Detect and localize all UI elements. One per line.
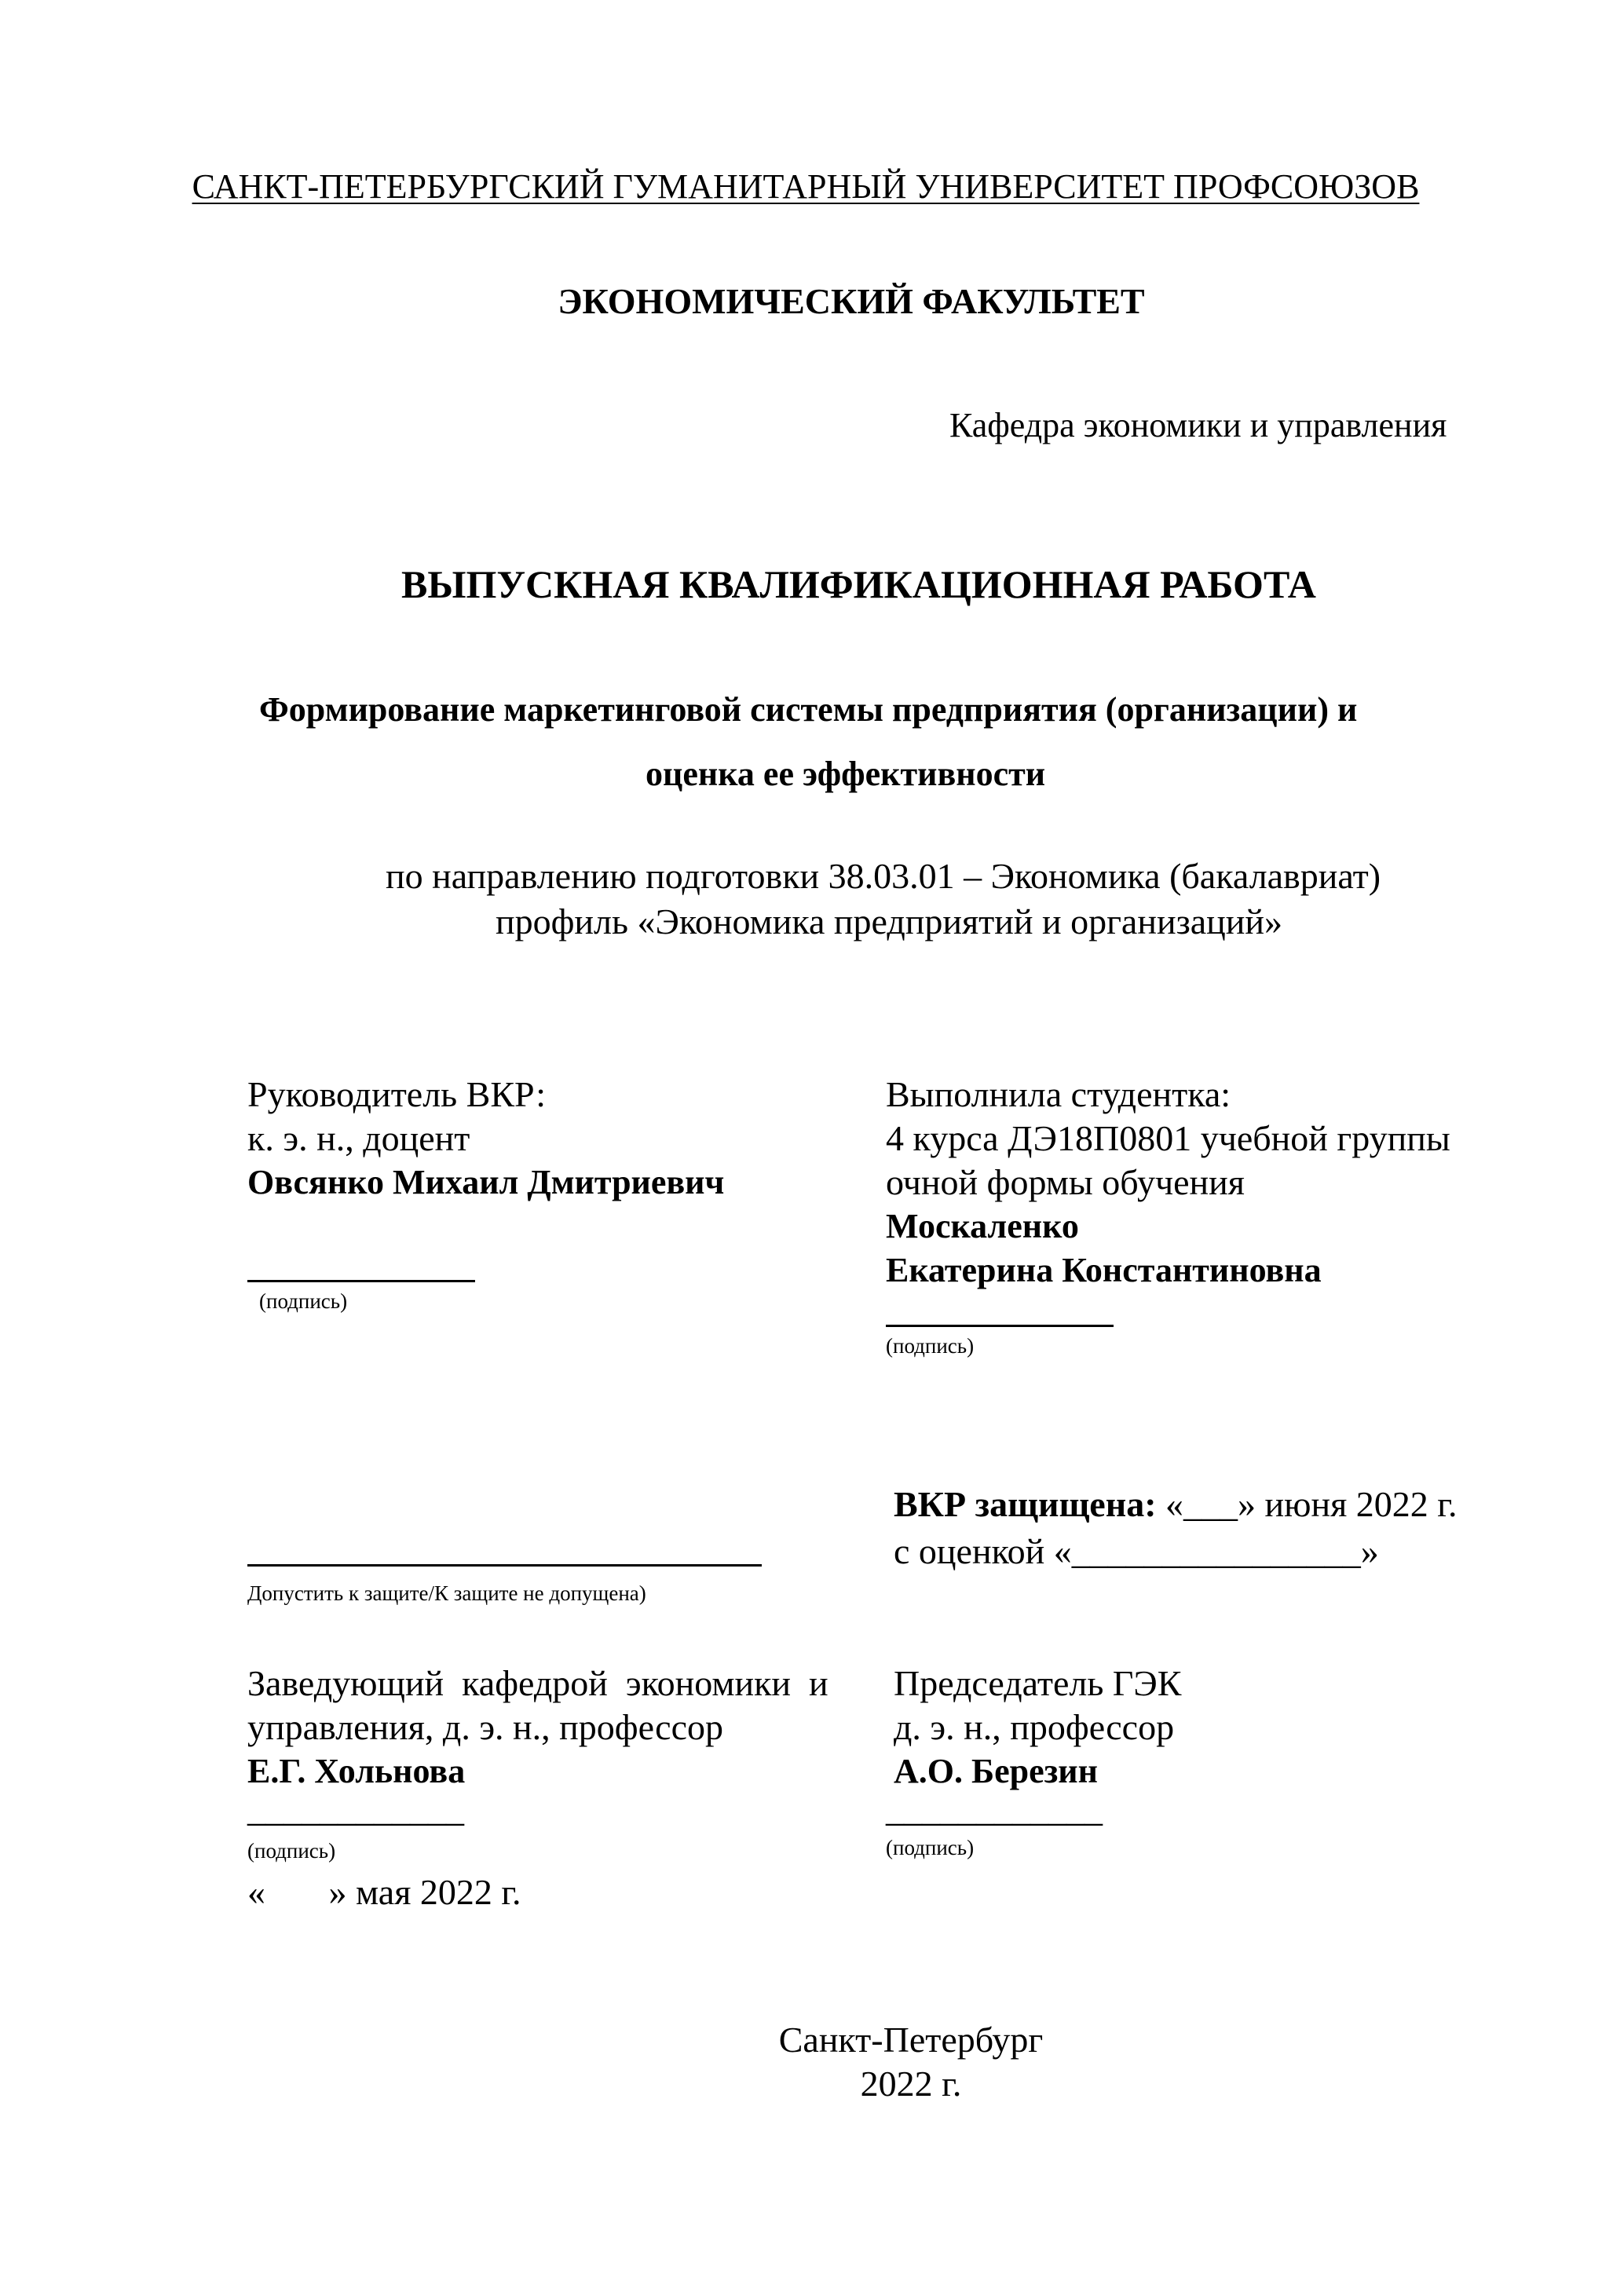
student-study-form: очной формы обучения: [886, 1162, 1245, 1202]
chairman-name: А.О. Березин: [894, 1752, 1099, 1790]
defense-label: ВКР защищена:: [894, 1484, 1157, 1524]
chairman-signature-label: (подпись): [886, 1836, 975, 1859]
study-profile: профиль «Экономика предприятий и организаций»: [496, 901, 1283, 941]
head-signature-label: (подпись): [247, 1839, 336, 1863]
supervisor-signature-line: [247, 1280, 475, 1282]
work-type: ВЫПУСКНАЯ КВАЛИФИКАЦИОННАЯ РАБОТА: [401, 562, 1316, 606]
work-title-line2: оценка ее эффективности: [646, 755, 1046, 793]
footer-year: 2022 г.: [860, 2064, 962, 2104]
supervisor-signature-label: (подпись): [259, 1289, 348, 1313]
study-direction: по направлению подготовки 38.03.01 – Экономика (бакалавриат): [386, 856, 1381, 896]
head-name: Е.Г. Хольнова: [247, 1752, 466, 1790]
head-signature-line: ____________: [247, 1789, 464, 1829]
head-role-line1: Заведующий кафедрой экономики и: [247, 1663, 828, 1703]
head-role-line2: управления, д. э. н., профессор: [247, 1707, 723, 1747]
student-signature-label: (подпись): [886, 1334, 975, 1358]
chairman-signature-line: ____________: [886, 1789, 1103, 1829]
work-title-line1: Формирование маркетинговой системы предприятия (организации) и: [259, 690, 1358, 729]
student-role: Выполнила студентка:: [886, 1074, 1231, 1114]
chairman-role-line2: д. э. н., профессор: [894, 1707, 1175, 1747]
supervisor-degree: к. э. н., доцент: [247, 1118, 470, 1158]
student-name: Екатерина Константиновна: [886, 1251, 1322, 1289]
supervisor-name: Овсянко Михаил Дмитриевич: [247, 1163, 725, 1201]
chairman-role-line1: Председатель ГЭК: [894, 1663, 1182, 1703]
head-date: « » мая 2022 г.: [247, 1872, 521, 1912]
defense-grade: с оценкой «________________»: [894, 1531, 1379, 1571]
department-name: Кафедра экономики и управления: [949, 406, 1447, 444]
admission-label: Допустить к защите/К защите не допущена): [247, 1581, 646, 1605]
faculty-name: ЭКОНОМИЧЕСКИЙ ФАКУЛЬТЕТ: [558, 281, 1145, 321]
defense-date-text: «___» июня 2022 г.: [1156, 1484, 1458, 1524]
admission-signature-line: [247, 1564, 762, 1567]
student-signature-line: [886, 1325, 1114, 1327]
supervisor-role: Руководитель ВКР:: [247, 1074, 547, 1114]
university-name: САНКТ-ПЕТЕРБУРГСКИЙ ГУМАНИТАРНЫЙ УНИВЕРСИТЕТ ПРОФСОЮЗОВ: [192, 167, 1420, 206]
footer-city: Санкт-Петербург: [778, 2020, 1044, 2060]
defense-date: [894, 1483, 1457, 1526]
student-surname: Москаленко: [886, 1207, 1079, 1245]
student-group: 4 курса ДЭ18П0801 учебной группы: [886, 1118, 1450, 1158]
